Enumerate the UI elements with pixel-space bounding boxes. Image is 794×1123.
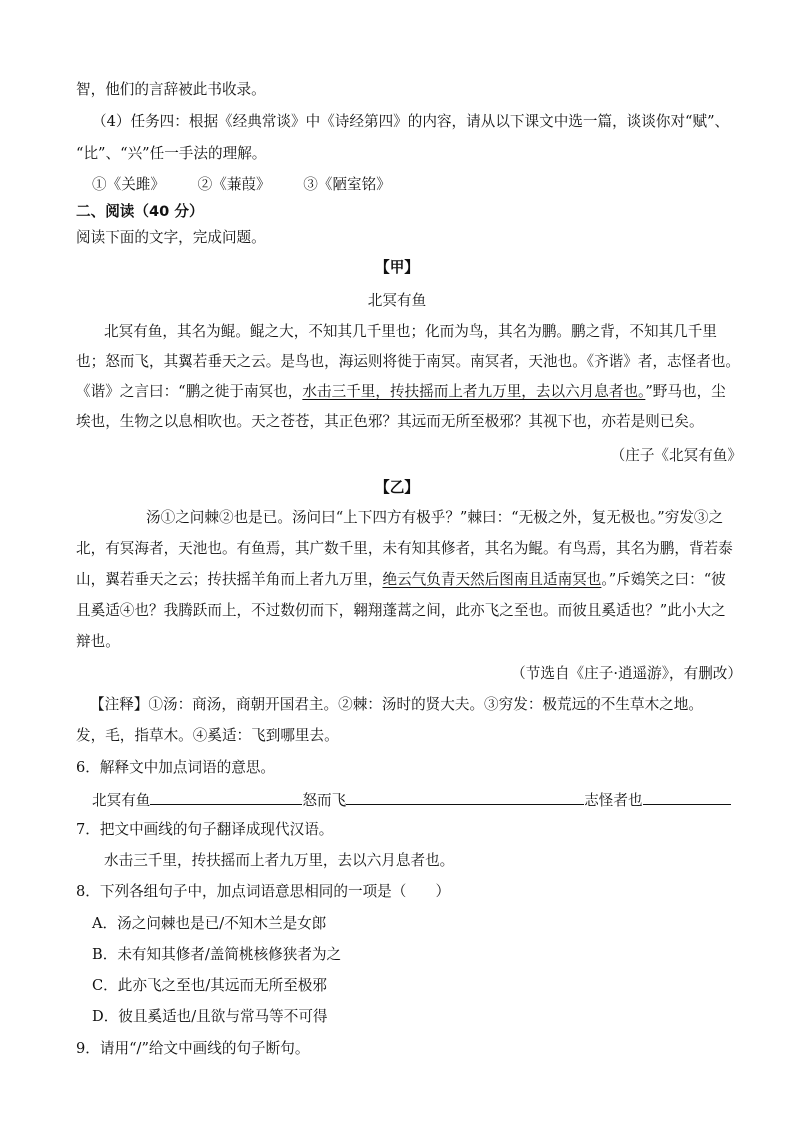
question-7: 7．把文中画线的句子翻译成现代汉语。	[76, 821, 334, 838]
passage-a-line: 北冥有鱼，其名为鲲。鲲之大，不知其几千里也；化而为鸟，其名为鹏。鹏之背，不知其几千里	[104, 323, 717, 340]
passage-a-line	[76, 382, 726, 402]
answer-blank[interactable]	[150, 789, 302, 805]
answer-blank[interactable]	[346, 789, 584, 805]
passage-a-line: 埃也，生物之以息相吹也。天之苍苍，其正色邪？其远而无所至极邪？其视下也，亦若是则已矣。	[76, 413, 704, 430]
q6-item: 北冥有鱼	[92, 792, 151, 809]
option-guanju: ①《关雎》	[92, 176, 165, 193]
question-8: 8．下列各组句子中，加点词语意思相同的一项是（ ）	[76, 883, 451, 900]
passage-b-heading: 【乙】	[375, 479, 419, 496]
passage-a-title: 北冥有鱼	[367, 292, 427, 309]
text-line: “比”、“兴”任一手法的理解。	[76, 145, 267, 162]
passage-b-line: 汤①之问棘②也是已。汤问曰“上下四方有极乎？”棘曰：“无极之外，复无极也。”穷发③之	[146, 509, 724, 526]
reading-instruction: 阅读下面的文字，完成问题。	[76, 229, 266, 246]
option-loushiming: ③《陋室铭》	[303, 176, 391, 193]
underlined-sentence-a: 水击三千里，抟扶摇而上者九万里，去以六月息者也。	[302, 383, 646, 400]
option-jianjia: ②《蒹葭》	[197, 176, 271, 193]
passage-a-heading: 【甲】	[375, 259, 419, 276]
underlined-sentence-b: 绝云气负青天然后图南且适南冥也	[382, 571, 602, 588]
passage-b-line: 北，有冥海者，天池也。有鱼焉，其广数千里，未有知其修者，其名为鲲。有鸟焉，其名为鹏，背若泰	[76, 540, 733, 557]
q8-option-c: C．此亦飞之至也/其远而无所至极邪	[92, 977, 327, 994]
notes-line: 【注释】①汤：商汤，商朝开国君主。②棘：汤时的贤大夫。③穷发：极荒远的不生草木之地。	[90, 696, 703, 713]
text-run: ”野马也，尘	[645, 383, 726, 400]
answer-blank[interactable]	[643, 789, 731, 805]
passage-a-line: 也；怒而飞，其翼若垂天之云。是鸟也，海运则将徙于南冥。南冥者，天池也。《齐谐》者，志怪者也。	[76, 353, 741, 370]
question-9: 9．请用“/”给文中画线的句子断句。	[76, 1040, 310, 1057]
option-list	[92, 175, 391, 195]
question-6: 6．解释文中加点词语的意思。	[76, 759, 276, 776]
passage-b-line	[76, 570, 726, 590]
q6-item: 怒而飞	[302, 792, 347, 809]
text-run: 《谐》之言曰：“鹏之徙于南冥也，	[76, 383, 303, 400]
passage-b-line: 辩也。	[76, 633, 120, 650]
text-run: 。”斥鴳笑之曰：“彼	[601, 571, 726, 588]
task-four-prompt: （4）任务四：根据《经典常谈》中《诗经第四》的内容，请从以下课文中选一篇，谈谈你对“赋”、	[92, 113, 730, 130]
question-6-blanks	[92, 789, 731, 811]
q8-option-b: B．未有知其修者/盖简桃核修狭者为之	[92, 946, 342, 963]
q8-option-a: A．汤之问棘也是已/不知木兰是女郎	[92, 915, 327, 932]
q6-item: 志怪者也	[584, 792, 643, 809]
notes-line: 发，毛，指草木。④奚适：飞到哪里去。	[76, 727, 339, 744]
section-heading: 二、阅读（40 分）	[76, 203, 204, 220]
text-run: 山，翼若垂天之云；抟扶摇羊角而上者九万里，	[76, 571, 383, 588]
q8-option-d: D．彼且奚适也/且欲与常马等不可得	[92, 1008, 328, 1025]
passage-b-source: （节选自《庄子·逍遥游》，有删改）	[511, 665, 742, 682]
passage-b-line: 且奚适④也？我腾跃而上，不过数仞而下，翱翔蓬蒿之间，此亦飞之至也。而彼且奚适也？”此小大之	[76, 602, 726, 619]
text-line: 智，他们的言辞被此书收录。	[76, 81, 266, 98]
question-7-sentence: 水击三千里，抟扶摇而上者九万里，去以六月息者也。	[104, 852, 455, 869]
passage-a-source: （庄子《北冥有鱼》	[610, 447, 742, 464]
